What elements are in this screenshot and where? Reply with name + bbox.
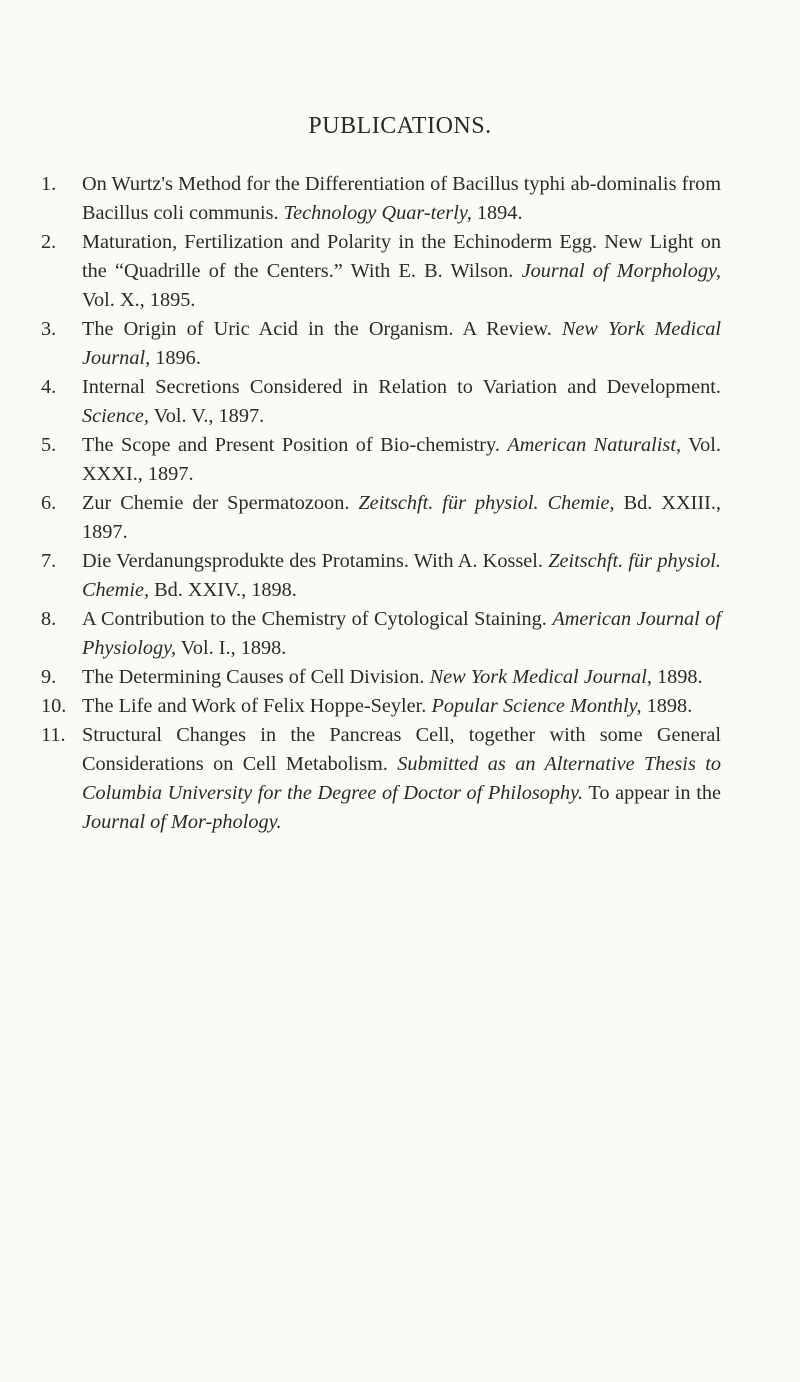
- entry-source: Popular Science Monthly,: [431, 695, 642, 717]
- entry-number: 4.: [41, 376, 57, 398]
- entry-text: [82, 547, 721, 605]
- entry-number: 10.: [41, 695, 67, 717]
- entry-source: American Journal of Physiology,: [82, 608, 721, 659]
- entry-number: 11.: [41, 724, 66, 746]
- entry-text: [82, 315, 721, 373]
- entry-text: [82, 431, 721, 489]
- entry-number: 7.: [41, 550, 57, 572]
- entry-text: [82, 721, 721, 837]
- publication-entry-4: [41, 373, 721, 431]
- entry-title: Internal Secretions Considered in Relation to Variation and Development.: [82, 376, 721, 398]
- entry-number: 3.: [41, 318, 57, 340]
- entry-details: Vol. XXXI., 1897.: [82, 434, 721, 485]
- entry-source-journal: Journal of Mor-phology.: [82, 811, 282, 833]
- entry-details: Vol. I., 1898.: [180, 637, 287, 659]
- publication-list: [41, 170, 721, 837]
- entry-title: Zur Chemie der Spermatozoon.: [82, 492, 350, 514]
- entry-source: New York Medical Journal,: [429, 666, 652, 688]
- publication-entry-1: [41, 170, 721, 228]
- entry-title: The Determining Causes of Cell Division.: [82, 666, 425, 688]
- entry-number: 8.: [41, 608, 57, 630]
- entry-source: Zeitschft. für physiol. Chemie,: [358, 492, 615, 514]
- entry-number: 2.: [41, 231, 57, 253]
- entry-title: Die Verdanungsprodukte des Protamins. With A. Kossel.: [82, 550, 543, 572]
- entry-text: [82, 373, 721, 431]
- entry-details: Bd. XXIV., 1898.: [154, 579, 297, 601]
- entry-details: 1898.: [656, 666, 703, 688]
- publication-entry-8: [41, 605, 721, 663]
- entry-title: The Life and Work of Felix Hoppe-Seyler.: [82, 695, 427, 717]
- entry-details: Vol. V., 1897.: [153, 405, 265, 427]
- publication-entry-7: [41, 547, 721, 605]
- entry-text: [82, 605, 721, 663]
- entry-source: Science,: [82, 405, 149, 427]
- page-title: PUBLICATIONS.: [308, 113, 492, 139]
- entry-details: To appear in the: [588, 782, 721, 804]
- entry-details: 1896.: [155, 347, 201, 369]
- publication-entry-10: [41, 692, 721, 721]
- entry-number: 5.: [41, 434, 57, 456]
- publication-entry-3: [41, 315, 721, 373]
- entry-text: [82, 170, 721, 228]
- entry-title: Structural Changes in the Pancreas Cell, together with some General Considerations on Cell Metabolism.: [82, 724, 721, 775]
- entry-details: Vol. X., 1895.: [82, 289, 196, 311]
- entry-source: Submitted as an Alternative Thesis to Columbia University for the Degree of Doctor of Philosophy.: [82, 753, 722, 804]
- publication-entry-11: [41, 721, 721, 837]
- publication-entry-5: [41, 431, 721, 489]
- entry-title: The Scope and Present Position of Bio-chemistry.: [82, 434, 500, 456]
- entry-text: [82, 692, 721, 721]
- entry-source: Zeitschft. für physiol. Chemie,: [82, 550, 721, 601]
- entry-text: [82, 663, 721, 692]
- entry-number: 1.: [41, 173, 57, 195]
- publication-entry-9: [41, 663, 721, 692]
- entry-title: Maturation, Fertilization and Polarity in the Echinoderm Egg. New Light on the “Quadrille of the Centers.” With E. B. Wilson.: [82, 231, 721, 282]
- entry-details: 1898.: [646, 695, 693, 717]
- entry-title: A Contribution to the Chemistry of Cytological Staining.: [82, 608, 547, 630]
- publication-entry-2: [41, 228, 721, 315]
- entry-details: 1894.: [476, 202, 523, 224]
- entry-title: On Wurtz's Method for the Differentiation of Bacillus typhi ab-dominalis from Bacillus coli communis.: [82, 173, 721, 224]
- entry-source: Technology Quar-terly,: [283, 202, 472, 224]
- publication-entry-6: [41, 489, 721, 547]
- entry-title: The Origin of Uric Acid in the Organism. A Review.: [82, 318, 552, 340]
- entry-text: [82, 228, 721, 315]
- entry-number: 9.: [41, 666, 57, 688]
- entry-source: Journal of Morphology,: [521, 260, 721, 282]
- entry-source: American Naturalist,: [507, 434, 682, 456]
- entry-number: 6.: [41, 492, 57, 514]
- entry-source: New York Medical Journal,: [82, 318, 721, 369]
- entry-details: Bd. XXIII., 1897.: [82, 492, 722, 543]
- entry-text: [82, 489, 721, 547]
